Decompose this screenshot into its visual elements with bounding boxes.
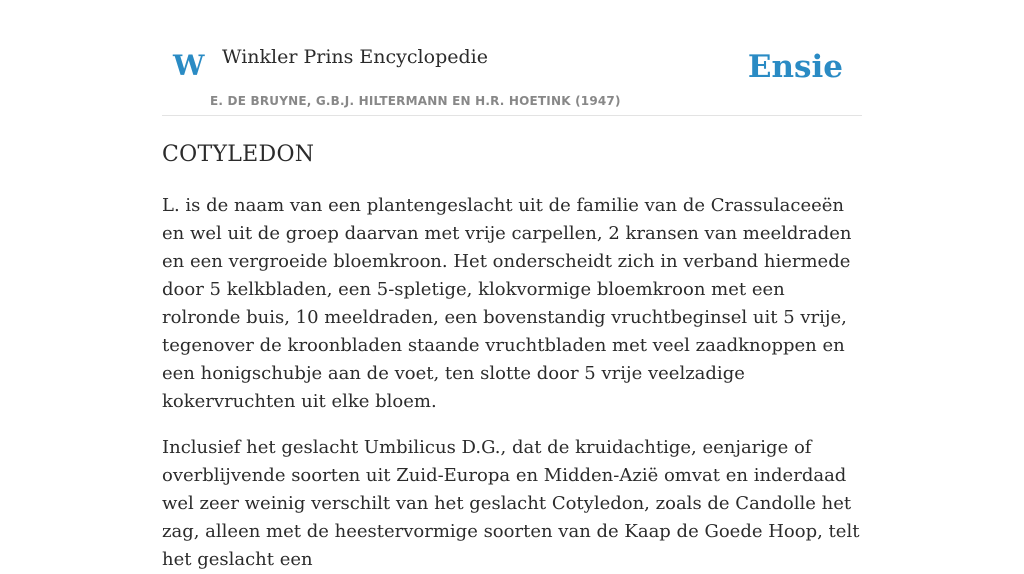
winkler-prins-logo-icon[interactable]: W — [173, 49, 205, 82]
article-title: COTYLEDON — [162, 142, 315, 167]
site-header — [162, 0, 862, 116]
article-paragraph: L. is de naam van een plantengeslacht uit de familie van de Crassulaceeën en wel uit de groep daarvan met vrije carpellen, 2 kransen van meeldraden en een vergroeide bloemkroon. Het onderscheidt zich in verband hiermede door 5 kelkbladen, een 5-spletige, klokvormige bloemkroon met een rolronde buis, 10 meeldraden, een bovenstandig vruchtbeginsel uit 5 vrije, tegenover de kroonbladen staande vruchtbladen met veel zaadknoppen en een honigschubje aan de voet, ten slotte door 5 vrije veelzadige kokervruchten uit elke bloem. — [162, 195, 852, 412]
authors-credit: E. DE BRUYNE, G.B.J. HILTERMANN EN H.R. HOETINK (1947) — [210, 94, 621, 108]
encyclopedia-title[interactable]: Winkler Prins Encyclopedie — [222, 46, 488, 68]
ensie-brand-logo[interactable]: Ensie — [747, 49, 843, 85]
article-paragraph: Inclusief het geslacht Umbilicus D.G., dat de kruidachtige, eenjarige of overblijvende soorten uit Zuid-Europa en Midden-Azië omvat en inderdaad wel zeer weinig verschilt van het geslacht Cotyledon, zoals de Candolle het zag, alleen met de heestervormige soorten van de Kaap de Goede Hoop, telt het geslacht een — [162, 437, 860, 570]
article-body — [162, 140, 862, 574]
